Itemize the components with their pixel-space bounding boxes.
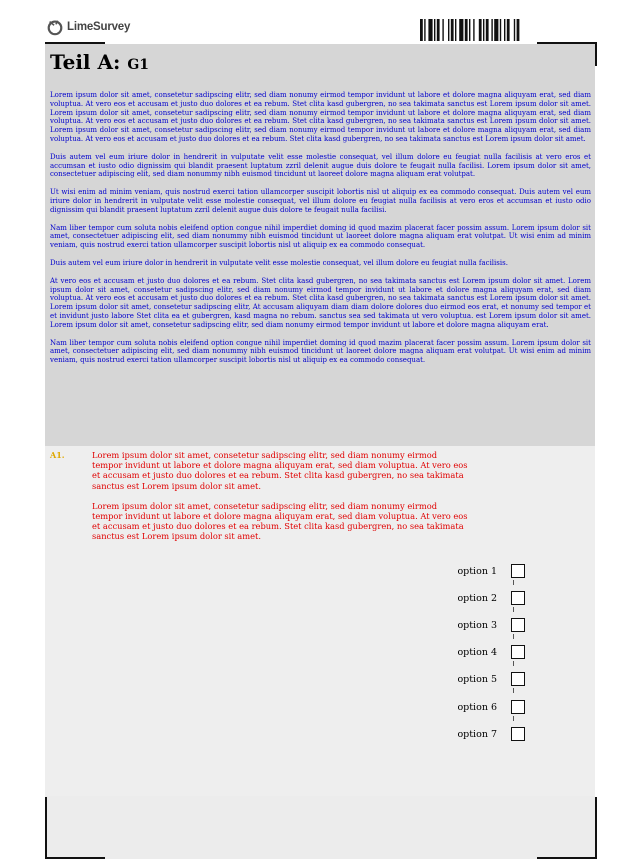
intro-paragraph: Duis autem vel eum iriure dolor in hendrerit in vulputate velit esse molestie consequat, vel illum dolore eu feugiat nulla facilisis.: [50, 258, 508, 267]
corner-mark-bottom-left: [45, 797, 105, 859]
option-label: option 2: [457, 592, 497, 604]
intro-paragraph: Nam liber tempor cum soluta nobis eleifend option congue nihil imperdiet doming id quod mazim placerat facer possim assum. Lorem ipsum dolor sit amet, consectetuer adipiscing elit, sed diam nonummy nibh euismod tincidunt ut laoreet dolore magna aliquam erat volutpat. Ut wisi enim ad minim veniam, quis nostrud exerci tation ullamcorper suscipit lobortis nisl ut aliquip ex ea commodo consequat.: [50, 223, 591, 250]
section-title-text: Teil A:: [50, 50, 121, 74]
option-checkbox[interactable]: [511, 564, 525, 578]
barcode-icon: [420, 19, 566, 41]
intro-paragraph: Lorem ipsum dolor sit amet, consetetur sadipscing elitr, sed diam nonumy eirmod tempor invidunt ut labore et dolore magna aliquyam erat, sed diam voluptua. At vero eos et accusam et justo duo dolores et ea rebum. Stet clita kasd gubergren, no sea takimata sanctus est Lorem ipsum dolor sit amet. Lorem ipsum dolor sit amet, consetetur sadipscing elitr, sed diam nonumy eirmod tempor invidunt ut labore et dolore magna aliquyam erat, sed diam voluptua. At vero eos et accusam et justo duo dolores et ea rebum. Stet clita kasd gubergren, no sea takimata sanctus est Lorem ipsum dolor sit amet. Lorem ipsum dolor sit amet, consetetur sadipscing elitr, sed diam nonumy eirmod tempor invidunt ut labore et dolore magna aliquyam erat, sed diam voluptua. At vero eos et accusam et justo duo dolores et ea rebum. Stet clita kasd gubergren, no sea takimata sanctus est Lorem ipsum dolor sit amet.: [50, 91, 591, 143]
limesurvey-logo-icon: [46, 18, 64, 36]
option-connector: [513, 716, 514, 721]
option-row: [380, 725, 525, 743]
intro-paragraph: Duis autem vel eum iriure dolor in hendrerit in vulputate velit esse molestie consequat, vel illum dolore eu feugiat nulla facilisis at vero eros et accumsan et iusto odio dignissim qui blandit praesent luptatum zzril delenit augue duis dolore te feugait nulla facilisi. Lorem ipsum dolor sit amet, consectetuer adipiscing elit, sed diam nonummy nibh euismod tincidunt ut laoreet dolore magna aliquam erat volutpat.: [50, 152, 591, 179]
section-title: [50, 50, 149, 74]
option-checkbox[interactable]: [511, 645, 525, 659]
corner-mark-bottom-right: [537, 797, 597, 859]
option-row: [380, 562, 525, 580]
option-label: option 4: [457, 646, 497, 658]
option-checkbox[interactable]: [511, 700, 525, 714]
intro-paragraph: Ut wisi enim ad minim veniam, quis nostrud exerci tation ullamcorper suscipit lobortis nisl ut aliquip ex ea commodo consequat. Duis autem vel eum iriure dolor in hendrerit in vulputate velit esse molestie consequat, vel illum dolore eu feugiat nulla facilisis at vero eros et accumsan et iusto odio dignissim qui blandit praesent luptatum zzril delenit augue duis dolore te feugait nulla facilisi.: [50, 188, 591, 214]
question-paragraph: Lorem ipsum dolor sit amet, consetetur sadipscing elitr, sed diam nonumy eirmod tempor invidunt ut labore et dolore magna aliquyam erat, sed diam voluptua. At vero eos et accusam et justo duo dolores et ea rebum. Stet clita kasd gubergren, no sea takimata sanctus est Lorem ipsum dolor sit amet.: [92, 450, 468, 491]
limesurvey-logo: [46, 18, 130, 36]
logo-text: LimeSurvey: [67, 21, 131, 33]
option-label: option 6: [457, 701, 497, 713]
option-connector: [513, 688, 514, 693]
option-row: [380, 670, 525, 688]
option-row: [380, 698, 525, 716]
option-checkbox[interactable]: [511, 618, 525, 632]
option-label: option 1: [457, 565, 497, 577]
option-label: option 5: [457, 673, 497, 685]
option-connector: [513, 634, 514, 639]
group-code: G1: [127, 57, 150, 73]
intro-paragraph: At vero eos et accusam et justo duo dolores et ea rebum. Stet clita kasd gubergren, no sea takimata sanctus est Lorem ipsum dolor sit amet. Lorem ipsum dolor sit amet, consetetur sadipscing elitr, sed diam nonumy eirmod tempor invidunt ut labore et dolore magna aliquyam erat, sed diam voluptua. At vero eos et accusam et justo duo dolores et ea rebum. Stet clita kasd gubergren, no sea takimata sanctus est Lorem ipsum dolor sit amet. Lorem ipsum dolor sit amet, consetetur sadipscing elitr, At accusam aliquyam diam diam dolore dolores duo eirmod eos erat, et nonumy sed tempor et et invidunt justo labore Stet clita ea et gubergren, kasd magna no rebum. sanctus sea sed takimata ut vero voluptua. est Lorem ipsum dolor sit amet. Lorem ipsum dolor sit amet, consetetur sadipscing elitr, sed diam nonumy eirmod tempor invidunt ut labore et dolore magna aliquyam erat.: [50, 276, 591, 329]
option-label: option 3: [457, 619, 497, 631]
option-checkbox[interactable]: [511, 672, 525, 686]
option-label: option 7: [457, 728, 497, 740]
option-checkbox[interactable]: [511, 727, 525, 741]
option-row: [380, 616, 525, 634]
option-connector: [513, 580, 514, 585]
question-number: A1.: [50, 450, 65, 460]
option-connector: [513, 607, 514, 612]
intro-paragraph: Nam liber tempor cum soluta nobis eleifend option congue nihil imperdiet doming id quod mazim placerat facer possim assum. Lorem ipsum dolor sit amet, consectetuer adipiscing elit, sed diam nonummy nibh euismod tincidunt ut laoreet dolore magna aliquam erat volutpat. Ut wisi enim ad minim veniam, quis nostrud exerci tation ullamcorper suscipit lobortis nisl ut aliquip ex ea commodo consequat.: [50, 338, 591, 365]
question-paragraph: Lorem ipsum dolor sit amet, consetetur sadipscing elitr, sed diam nonumy eirmod tempor invidunt ut labore et dolore magna aliquyam erat, sed diam voluptua. At vero eos et accusam et justo duo dolores et ea rebum. Stet clita kasd gubergren, no sea takimata sanctus est Lorem ipsum dolor sit amet.: [92, 500, 468, 542]
option-row: [380, 589, 525, 607]
option-connector: [513, 661, 514, 666]
section-description: [50, 91, 591, 374]
option-row: [380, 643, 525, 661]
option-checkbox[interactable]: [511, 591, 525, 605]
question-text: [92, 450, 470, 552]
